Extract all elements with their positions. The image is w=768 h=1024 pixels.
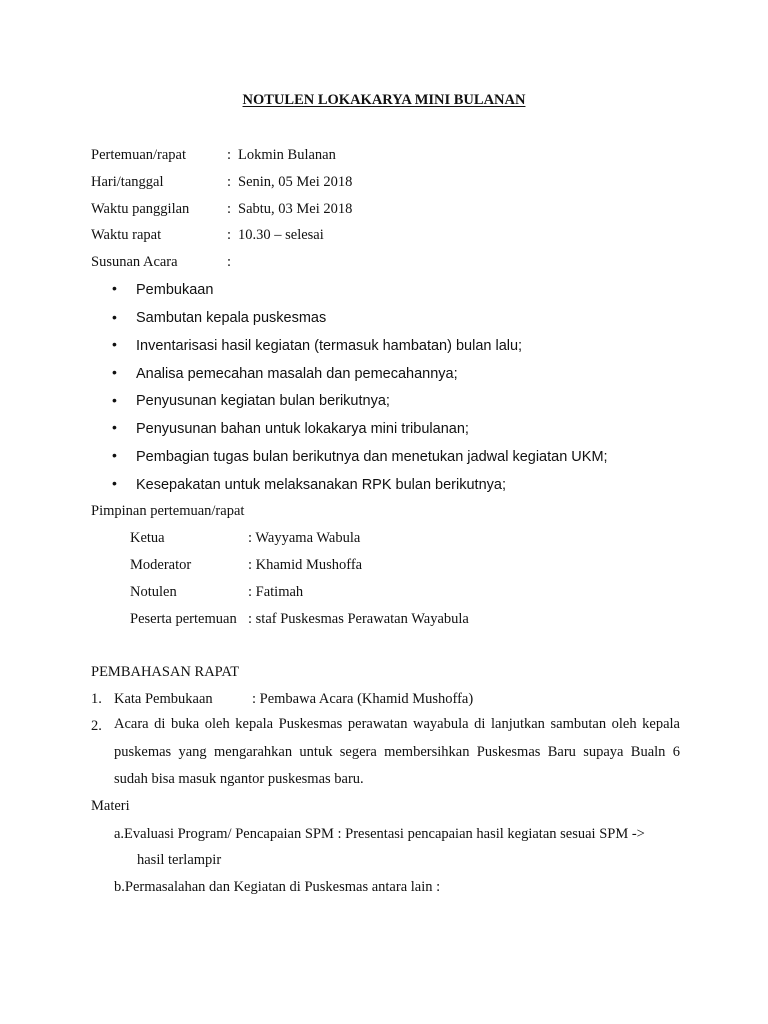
materi-item-a-continuation: hasil terlampir <box>137 852 222 868</box>
agenda-item: Kesepakatan untuk melaksanakan RPK bulan berikutnya; <box>136 477 506 493</box>
pimpinan-label-moderator: Moderator <box>130 557 192 573</box>
info-label-waktu-panggilan: Waktu panggilan <box>91 201 190 217</box>
info-label-pertemuan: Pertemuan/rapat <box>91 147 187 163</box>
materi-item-b: b.Permasalahan dan Kegiatan di Puskesmas antara lain : <box>114 879 441 895</box>
pembahasan-heading: PEMBAHASAN RAPAT <box>91 664 240 680</box>
bullet-icon: • <box>112 309 117 325</box>
info-value-hari: Senin, 05 Mei 2018 <box>238 174 353 190</box>
info-value-pertemuan: Lokmin Bulanan <box>238 147 336 163</box>
document-title: NOTULEN LOKAKARYA MINI BULANAN <box>242 92 526 108</box>
materi-item-a: a.Evaluasi Program/ Pencapaian SPM : Presentasi pencapaian hasil kegiatan sesuai SPM -> <box>114 826 645 842</box>
item2-paragraph: Acara di buka oleh kepala Puskesmas perawatan wayabula di lanjutkan sambutan oleh kepala puskemas yang mengarahkan untuk segera membersihkan Puskesmas Baru supaya Bualn 6 sudah bisa masuk ngantor puskesmas baru. <box>114 716 680 787</box>
pimpinan-value-ketua: : Wayyama Wabula <box>248 530 361 546</box>
bullet-icon: • <box>112 475 117 491</box>
agenda-item: Penyusunan kegiatan bulan berikutnya; <box>136 393 390 409</box>
agenda-item: Inventarisasi hasil kegiatan (termasuk hambatan) bulan lalu; <box>136 338 523 354</box>
info-label-susunan-acara: Susunan Acara <box>91 254 178 270</box>
item1-label: Kata Pembukaan <box>114 691 213 707</box>
materi-heading: Materi <box>91 798 130 814</box>
bullet-icon: • <box>112 419 117 435</box>
info-colon: : <box>227 227 232 243</box>
info-value-waktu-panggilan: Sabtu, 03 Mei 2018 <box>238 201 353 217</box>
bullet-icon: • <box>112 280 117 296</box>
info-colon: : <box>227 174 232 190</box>
pimpinan-value-moderator: : Khamid Mushoffa <box>248 557 363 573</box>
info-colon: : <box>227 201 232 217</box>
bullet-icon: • <box>112 364 117 380</box>
bullet-icon: • <box>112 336 117 352</box>
info-value-waktu-rapat: 10.30 – selesai <box>238 227 324 243</box>
info-label-waktu-rapat: Waktu rapat <box>91 227 162 243</box>
agenda-item: Sambutan kepala puskesmas <box>136 310 327 326</box>
item-number: 2. <box>91 718 102 734</box>
pimpinan-heading: Pimpinan pertemuan/rapat <box>91 503 245 519</box>
info-label-hari: Hari/tanggal <box>91 174 164 190</box>
pimpinan-value-peserta: : staf Puskesmas Perawatan Wayabula <box>248 611 469 627</box>
pimpinan-label-notulen: Notulen <box>130 584 177 600</box>
info-colon: : <box>227 254 232 270</box>
info-colon: : <box>227 147 232 163</box>
pimpinan-label-peserta: Peserta pertemuan <box>130 611 237 627</box>
bullet-icon: • <box>112 447 117 463</box>
item1-value: : Pembawa Acara (Khamid Mushoffa) <box>252 691 474 707</box>
bullet-icon: • <box>112 392 117 408</box>
agenda-item: Penyusunan bahan untuk lokakarya mini tribulanan; <box>136 421 469 437</box>
item-number: 1. <box>91 691 102 707</box>
agenda-item: Pembukaan <box>136 282 214 298</box>
agenda-item: Pembagian tugas bulan berikutnya dan menetukan jadwal kegiatan UKM; <box>136 449 608 465</box>
pimpinan-value-notulen: : Fatimah <box>248 584 304 600</box>
agenda-item: Analisa pemecahan masalah dan pemecahannya; <box>136 366 458 382</box>
pimpinan-label-ketua: Ketua <box>130 530 165 546</box>
